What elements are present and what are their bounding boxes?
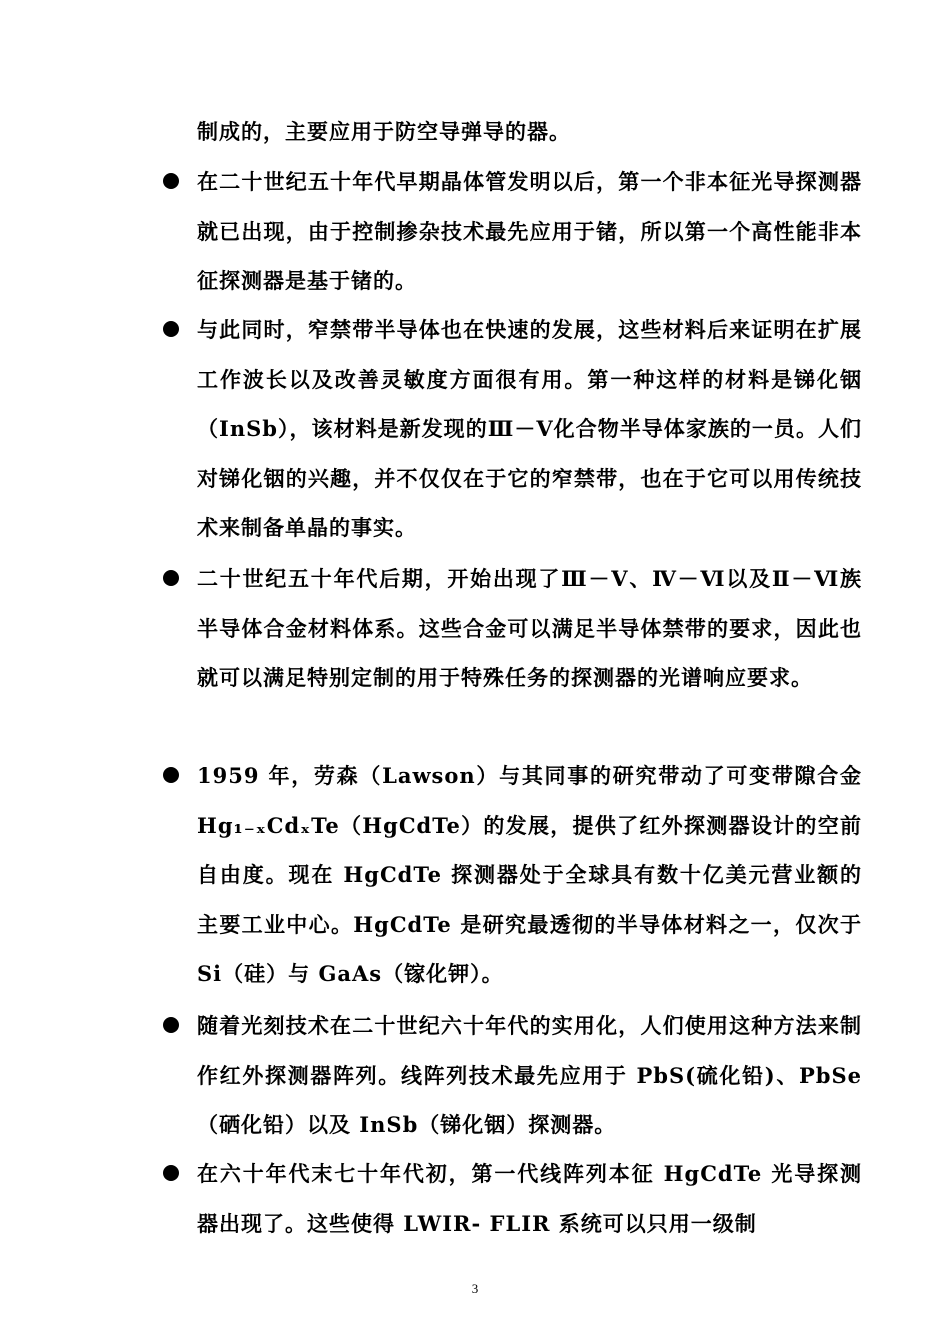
bullet-marker xyxy=(163,1017,179,1033)
bullet-paragraph-lithography: 随着光刻技术在二十世纪六十年代的实用化，人们使用这种方法来制作红外探测器阵列。线阵列技术最先应用于 PbS(硫化铅)、PbSe（硒化铅）以及 InSb（锑化铟）探测器。 xyxy=(197,1013,862,1137)
bullet-marker xyxy=(163,570,179,586)
bullet-paragraph-first-generation: 在六十年代末七十年代初，第一代线阵列本征 HgCdTe 光导探测器出现了。这些使得 LWIR- FLIR 系统可以只用一级制 xyxy=(197,1161,862,1236)
bullet-marker xyxy=(163,1165,179,1181)
bullet-marker xyxy=(163,767,179,783)
bullet-paragraph-alloys: 二十世纪五十年代后期，开始出现了Ⅲ－Ⅴ、Ⅳ－Ⅵ以及Ⅱ－Ⅵ族半导体合金材料体系。这些合金可以满足半导体禁带的要求，因此也就可以满足特别定制的用于特殊任务的探测器的光谱响应要求。 xyxy=(197,566,862,690)
bullet-paragraph-insb: 与此同时，窄禁带半导体也在快速的发展，这些材料后来证明在扩展工作波长以及改善灵敏度方面很有用。第一种这样的材料是锑化铟（InSb），该材料是新发现的Ⅲ－Ⅴ化合物半导体家族的一员。人们对锑化铟的兴趣，并不仅仅在于它的窄禁带，也在于它可以用传统技术来制备单晶的事实。 xyxy=(197,317,862,540)
page-number: 3 xyxy=(471,1281,479,1296)
intro-paragraph: 制成的，主要应用于防空导弹导的器。 xyxy=(197,119,571,144)
bullet-marker xyxy=(163,321,179,337)
bullet-marker xyxy=(163,173,179,189)
bullet-paragraph-germanium: 在二十世纪五十年代早期晶体管发明以后，第一个非本征光导探测器就已出现，由于控制掺杂技术最先应用于锗，所以第一个高性能非本征探测器是基于锗的。 xyxy=(197,169,862,293)
bullet-paragraph-hgcdte: 1959 年，劳森（Lawson）与其同事的研究带动了可变带隙合金 Hg₁₋ₓCdₓTe（HgCdTe）的发展，提供了红外探测器设计的空前自由度。现在 HgCdTe 探测器处于全球具有数十亿美元营业额的主要工业中心。HgCdTe 是研究最透彻的半导体材料之一，仅次于 Si（硅）与 GaAs（镓化钾）。 xyxy=(197,763,862,986)
